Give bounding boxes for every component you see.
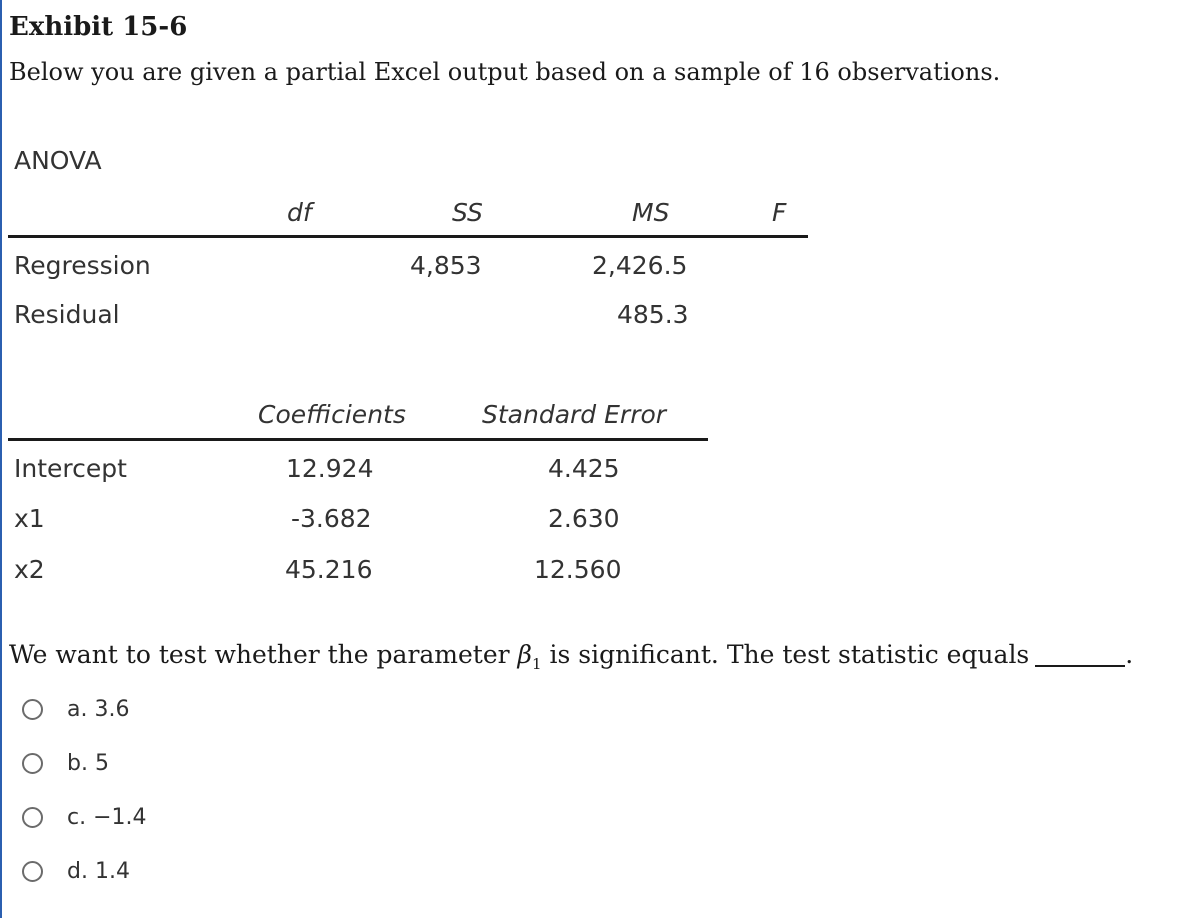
radio-icon[interactable] [22, 699, 43, 720]
coef-row-variable [14, 555, 45, 584]
anova-header-ms: MS [632, 198, 670, 227]
question-text [9, 640, 1133, 673]
anova-header-ss: SS [452, 198, 483, 227]
coef-row-standard-error: 4.425 [548, 454, 620, 483]
beta-subscript: 1 [532, 655, 542, 673]
coef-header-coefficients: Coefficients [258, 400, 406, 429]
anova-row-ms: 485.3 [617, 300, 689, 329]
radio-icon[interactable] [22, 807, 43, 828]
question-end: . [1125, 640, 1134, 669]
variable-name: x [14, 504, 29, 533]
anova-row-source: Regression [14, 251, 151, 280]
radio-icon[interactable] [22, 753, 43, 774]
anova-row-source: Residual [14, 300, 120, 329]
option-label: d. 1.4 [67, 859, 130, 884]
option-label: b. 5 [67, 751, 109, 776]
anova-row-ms: 2,426.5 [592, 251, 688, 280]
coef-row-variable [14, 504, 45, 533]
variable-subscript: 1 [28, 504, 45, 533]
anova-header-f: F [772, 198, 787, 227]
coef-header-rule [8, 438, 708, 441]
option-label: a. 3.6 [67, 697, 130, 722]
coef-row-coefficient: 45.216 [285, 555, 373, 584]
variable-name: x [14, 555, 29, 584]
anova-header-df: df [287, 198, 312, 227]
coef-row-standard-error: 12.560 [534, 555, 622, 584]
option-c[interactable] [22, 805, 147, 830]
anova-label: ANOVA [14, 146, 102, 175]
coef-row-coefficient: 12.924 [286, 454, 374, 483]
anova-row-ss: 4,853 [410, 251, 482, 280]
option-b[interactable] [22, 751, 109, 776]
anova-header-rule [8, 235, 808, 238]
exhibit-description: Below you are given a partial Excel output based on a sample of 16 observations. [9, 58, 1001, 86]
coef-row-standard-error: 2.630 [548, 504, 620, 533]
coef-header-standard-error: Standard Error [482, 400, 667, 429]
coef-row-coefficient: -3.682 [291, 504, 372, 533]
option-d[interactable] [22, 859, 130, 884]
left-accent-border [0, 0, 2, 918]
coef-row-variable: Intercept [14, 454, 127, 483]
option-a[interactable] [22, 697, 129, 722]
option-label: c. −1.4 [67, 805, 147, 830]
radio-icon[interactable] [22, 861, 43, 882]
question-suffix: is significant. The test statistic equals [541, 640, 1030, 669]
beta-symbol: β [517, 640, 532, 669]
answer-blank [1035, 664, 1125, 667]
variable-subscript: 2 [28, 555, 45, 584]
exhibit-title: Exhibit 15-6 [9, 12, 188, 42]
question-prefix: We want to test whether the parameter [9, 640, 518, 669]
